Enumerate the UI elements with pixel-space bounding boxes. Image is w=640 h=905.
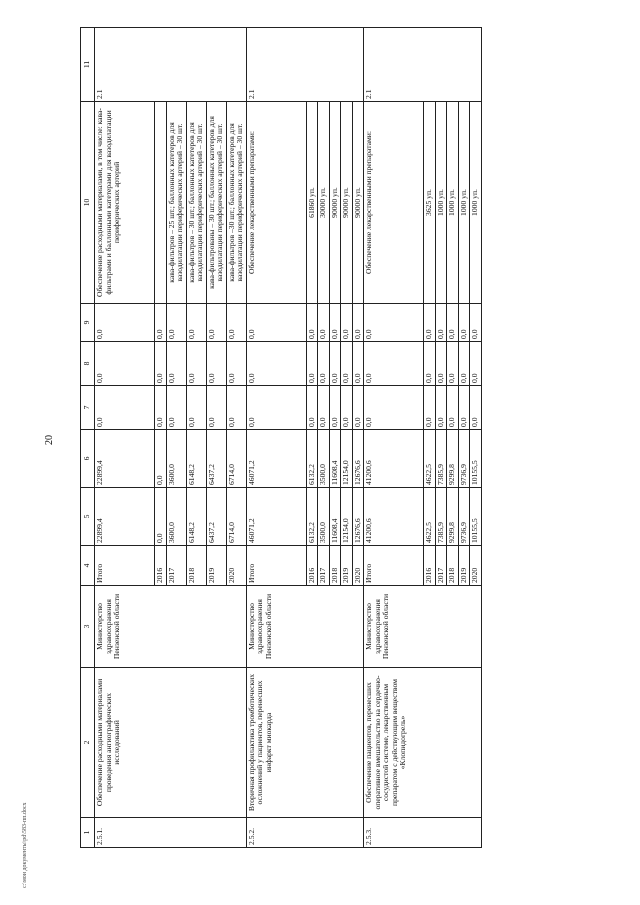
cell-v7: 0,0: [329, 386, 341, 430]
header-cell: 4: [81, 546, 95, 586]
total-v6: 41200,6: [364, 430, 424, 488]
total-v6: 22899,4: [95, 430, 155, 488]
cell-description: 1000 уп.: [470, 102, 482, 304]
cell-year: 2018: [447, 546, 459, 586]
cell-v8: 0,0: [306, 342, 318, 386]
cell-v8: 0,0: [186, 342, 206, 386]
cell-v5: 10155,5: [470, 488, 482, 546]
total-v6: 46071,2: [246, 430, 306, 488]
item-name: Вторичная профилактика тромботических осложнений у пациентов, перенесших инфаркт миокарда: [246, 668, 364, 818]
cell-v9: 0,0: [447, 304, 459, 342]
cell-v7: 0,0: [435, 386, 447, 430]
total-year: Итого: [95, 546, 155, 586]
cell-v7: 0,0: [352, 386, 364, 430]
cell-year: 2020: [226, 546, 246, 586]
cell-v6: 12676,6: [352, 430, 364, 488]
cell-v8: 0,0: [226, 342, 246, 386]
cell-year: 2017: [435, 546, 447, 586]
cell-year: 2020: [352, 546, 364, 586]
section-total-row: [246, 28, 306, 848]
cell-v7: 0,0: [341, 386, 353, 430]
cell-v9: 0,0: [341, 304, 353, 342]
cell-year: 2019: [206, 546, 226, 586]
cell-description: 1000 уп.: [458, 102, 470, 304]
item-code: 2.5.3.: [364, 818, 482, 848]
item-target-code: 2.1: [364, 28, 482, 102]
header-cell: 10: [81, 102, 95, 304]
cell-year: 2018: [186, 546, 206, 586]
cell-year: 2016: [424, 546, 436, 586]
item-name: Обеспечение пациентов, перенесших оперативное вмешательство на сердечно-сосудистой системе, лекарственным препаратом с действующим веществом «Клопидогрель»: [364, 668, 482, 818]
item-executor: Министерство здравоохранения Пензенской области: [95, 586, 247, 668]
cell-v6: 7385,9: [435, 430, 447, 488]
cell-v5: 4622,5: [424, 488, 436, 546]
cell-v5: 11608,4: [329, 488, 341, 546]
cell-description: кава-фильтров –30 шт.; баллонных катетеров для вазодилатации периферических артерий – 30 шт.: [226, 102, 246, 304]
cell-description: кава-фильтрованы – 30 шт.; баллонных катетеров для вазодилатации периферических артерий – 30 шт.: [206, 102, 226, 304]
cell-v9: 0,0: [206, 304, 226, 342]
cell-year: 2017: [318, 546, 330, 586]
total-v9: 0,0: [364, 304, 424, 342]
cell-description: 1000 уп.: [447, 102, 459, 304]
cell-description: 90000 уп.: [341, 102, 353, 304]
cell-year: 2016: [155, 546, 167, 586]
cell-description: 3625 уп.: [424, 102, 436, 304]
cell-v6: 10155,5: [470, 430, 482, 488]
cell-v8: 0,0: [318, 342, 330, 386]
cell-description: кава-фильтров – 25 шт.; баллонных катетеров для вазодилатации периферических артерий – 30 шт.: [166, 102, 186, 304]
section-total-row: [364, 28, 424, 848]
total-year: Итого: [364, 546, 424, 586]
total-v5: 41200,6: [364, 488, 424, 546]
cell-v9: 0,0: [306, 304, 318, 342]
item-description: Обеспечение расходными материалами, в том числе: кава-фильтрами и баллонными катетерами для вазодилатации периферических артерий: [95, 102, 155, 304]
cell-year: 2020: [470, 546, 482, 586]
header-cell: 8: [81, 342, 95, 386]
total-v7: 0,0: [246, 386, 306, 430]
total-v5: 22899,4: [95, 488, 155, 546]
cell-v5: 0,0: [155, 488, 167, 546]
item-target-code: 2.1: [246, 28, 364, 102]
item-code: 2.5.2.: [246, 818, 364, 848]
header-cell: 11: [81, 28, 95, 102]
cell-year: 2016: [306, 546, 318, 586]
section-total-row: [95, 28, 155, 848]
cell-v9: 0,0: [329, 304, 341, 342]
cell-v7: 0,0: [458, 386, 470, 430]
cell-v6: 6148,2: [186, 430, 206, 488]
cell-v8: 0,0: [329, 342, 341, 386]
cell-v5: 6132,2: [306, 488, 318, 546]
header-cell: 5: [81, 488, 95, 546]
cell-description: 61860 уп.: [306, 102, 318, 304]
cell-v7: 0,0: [186, 386, 206, 430]
cell-v8: 0,0: [458, 342, 470, 386]
cell-v8: 0,0: [470, 342, 482, 386]
cell-v6: 12154,0: [341, 430, 353, 488]
cell-v5: 9299,8: [447, 488, 459, 546]
cell-description: кава-фильтров – 30 шт.; баллонных катетеров для вазодилатации периферических артерий – 30 шт.: [186, 102, 206, 304]
cell-description: 30000 уп.: [318, 102, 330, 304]
total-v5: 46071,2: [246, 488, 306, 546]
item-description: Обеспечение лекарственными препаратами:: [246, 102, 306, 304]
cell-v7: 0,0: [226, 386, 246, 430]
cell-v9: 0,0: [470, 304, 482, 342]
header-cell: 2: [81, 668, 95, 818]
header-cell: 6: [81, 430, 95, 488]
cell-description: [155, 102, 167, 304]
cell-v5: 7385,9: [435, 488, 447, 546]
footer-path: c:\мои документы\pd\583-пп.docx: [22, 802, 28, 888]
header-cell: 9: [81, 304, 95, 342]
cell-v7: 0,0: [318, 386, 330, 430]
cell-v9: 0,0: [458, 304, 470, 342]
cell-v9: 0,0: [186, 304, 206, 342]
cell-v7: 0,0: [424, 386, 436, 430]
cell-v5: 6148,2: [186, 488, 206, 546]
cell-v6: 6132,2: [306, 430, 318, 488]
cell-v5: 12676,6: [352, 488, 364, 546]
item-code: 2.5.1.: [95, 818, 247, 848]
total-v8: 0,0: [364, 342, 424, 386]
cell-v9: 0,0: [226, 304, 246, 342]
total-v9: 0,0: [246, 304, 306, 342]
cell-v9: 0,0: [318, 304, 330, 342]
cell-v6: 9299,8: [447, 430, 459, 488]
rotated-table-container: [80, 28, 600, 848]
cell-v8: 0,0: [155, 342, 167, 386]
cell-v6: 6714,0: [226, 430, 246, 488]
cell-v5: 9736,9: [458, 488, 470, 546]
cell-v9: 0,0: [166, 304, 186, 342]
cell-v6: 3600,0: [166, 430, 186, 488]
cell-v6: 11608,4: [329, 430, 341, 488]
cell-description: 90000 уп.: [329, 102, 341, 304]
total-v7: 0,0: [364, 386, 424, 430]
cell-v7: 0,0: [155, 386, 167, 430]
cell-v6: 3500,0: [318, 430, 330, 488]
cell-description: 90000 уп.: [352, 102, 364, 304]
cell-v6: 6437,2: [206, 430, 226, 488]
item-target-code: 2.1: [95, 28, 247, 102]
table-body: [95, 28, 482, 848]
cell-v9: 0,0: [352, 304, 364, 342]
total-v9: 0,0: [95, 304, 155, 342]
cell-v5: 3500,0: [318, 488, 330, 546]
header-row: [81, 28, 95, 848]
cell-year: 2017: [166, 546, 186, 586]
cell-description: 1000 уп.: [435, 102, 447, 304]
program-table: [80, 27, 482, 848]
header-cell: 3: [81, 586, 95, 668]
cell-v8: 0,0: [352, 342, 364, 386]
cell-v8: 0,0: [447, 342, 459, 386]
total-year: Итого: [246, 546, 306, 586]
item-executor: Министерство здравоохранения Пензенской области: [246, 586, 364, 668]
cell-v9: 0,0: [424, 304, 436, 342]
cell-v5: 6437,2: [206, 488, 226, 546]
cell-v7: 0,0: [206, 386, 226, 430]
cell-year: 2019: [341, 546, 353, 586]
page-number: 20: [44, 435, 55, 445]
total-v8: 0,0: [95, 342, 155, 386]
cell-year: 2019: [458, 546, 470, 586]
cell-v6: 9736,9: [458, 430, 470, 488]
cell-v8: 0,0: [166, 342, 186, 386]
cell-v6: 0,0: [155, 430, 167, 488]
cell-v7: 0,0: [447, 386, 459, 430]
cell-v5: 6714,0: [226, 488, 246, 546]
item-description: Обеспечение лекарственными препаратами:: [364, 102, 424, 304]
cell-v8: 0,0: [341, 342, 353, 386]
cell-v8: 0,0: [424, 342, 436, 386]
cell-v7: 0,0: [166, 386, 186, 430]
cell-v8: 0,0: [206, 342, 226, 386]
header-cell: 1: [81, 818, 95, 848]
cell-v7: 0,0: [306, 386, 318, 430]
total-v8: 0,0: [246, 342, 306, 386]
cell-v5: 12154,0: [341, 488, 353, 546]
cell-v8: 0,0: [435, 342, 447, 386]
cell-v5: 3600,0: [166, 488, 186, 546]
cell-v9: 0,0: [435, 304, 447, 342]
item-name: Обеспечение расходными материалами проведения ангиографических исследований: [95, 668, 247, 818]
total-v7: 0,0: [95, 386, 155, 430]
cell-v6: 4622,5: [424, 430, 436, 488]
cell-v7: 0,0: [470, 386, 482, 430]
cell-v9: 0,0: [155, 304, 167, 342]
item-executor: Министерство здравоохранения Пензенской области: [364, 586, 482, 668]
header-cell: 7: [81, 386, 95, 430]
cell-year: 2018: [329, 546, 341, 586]
